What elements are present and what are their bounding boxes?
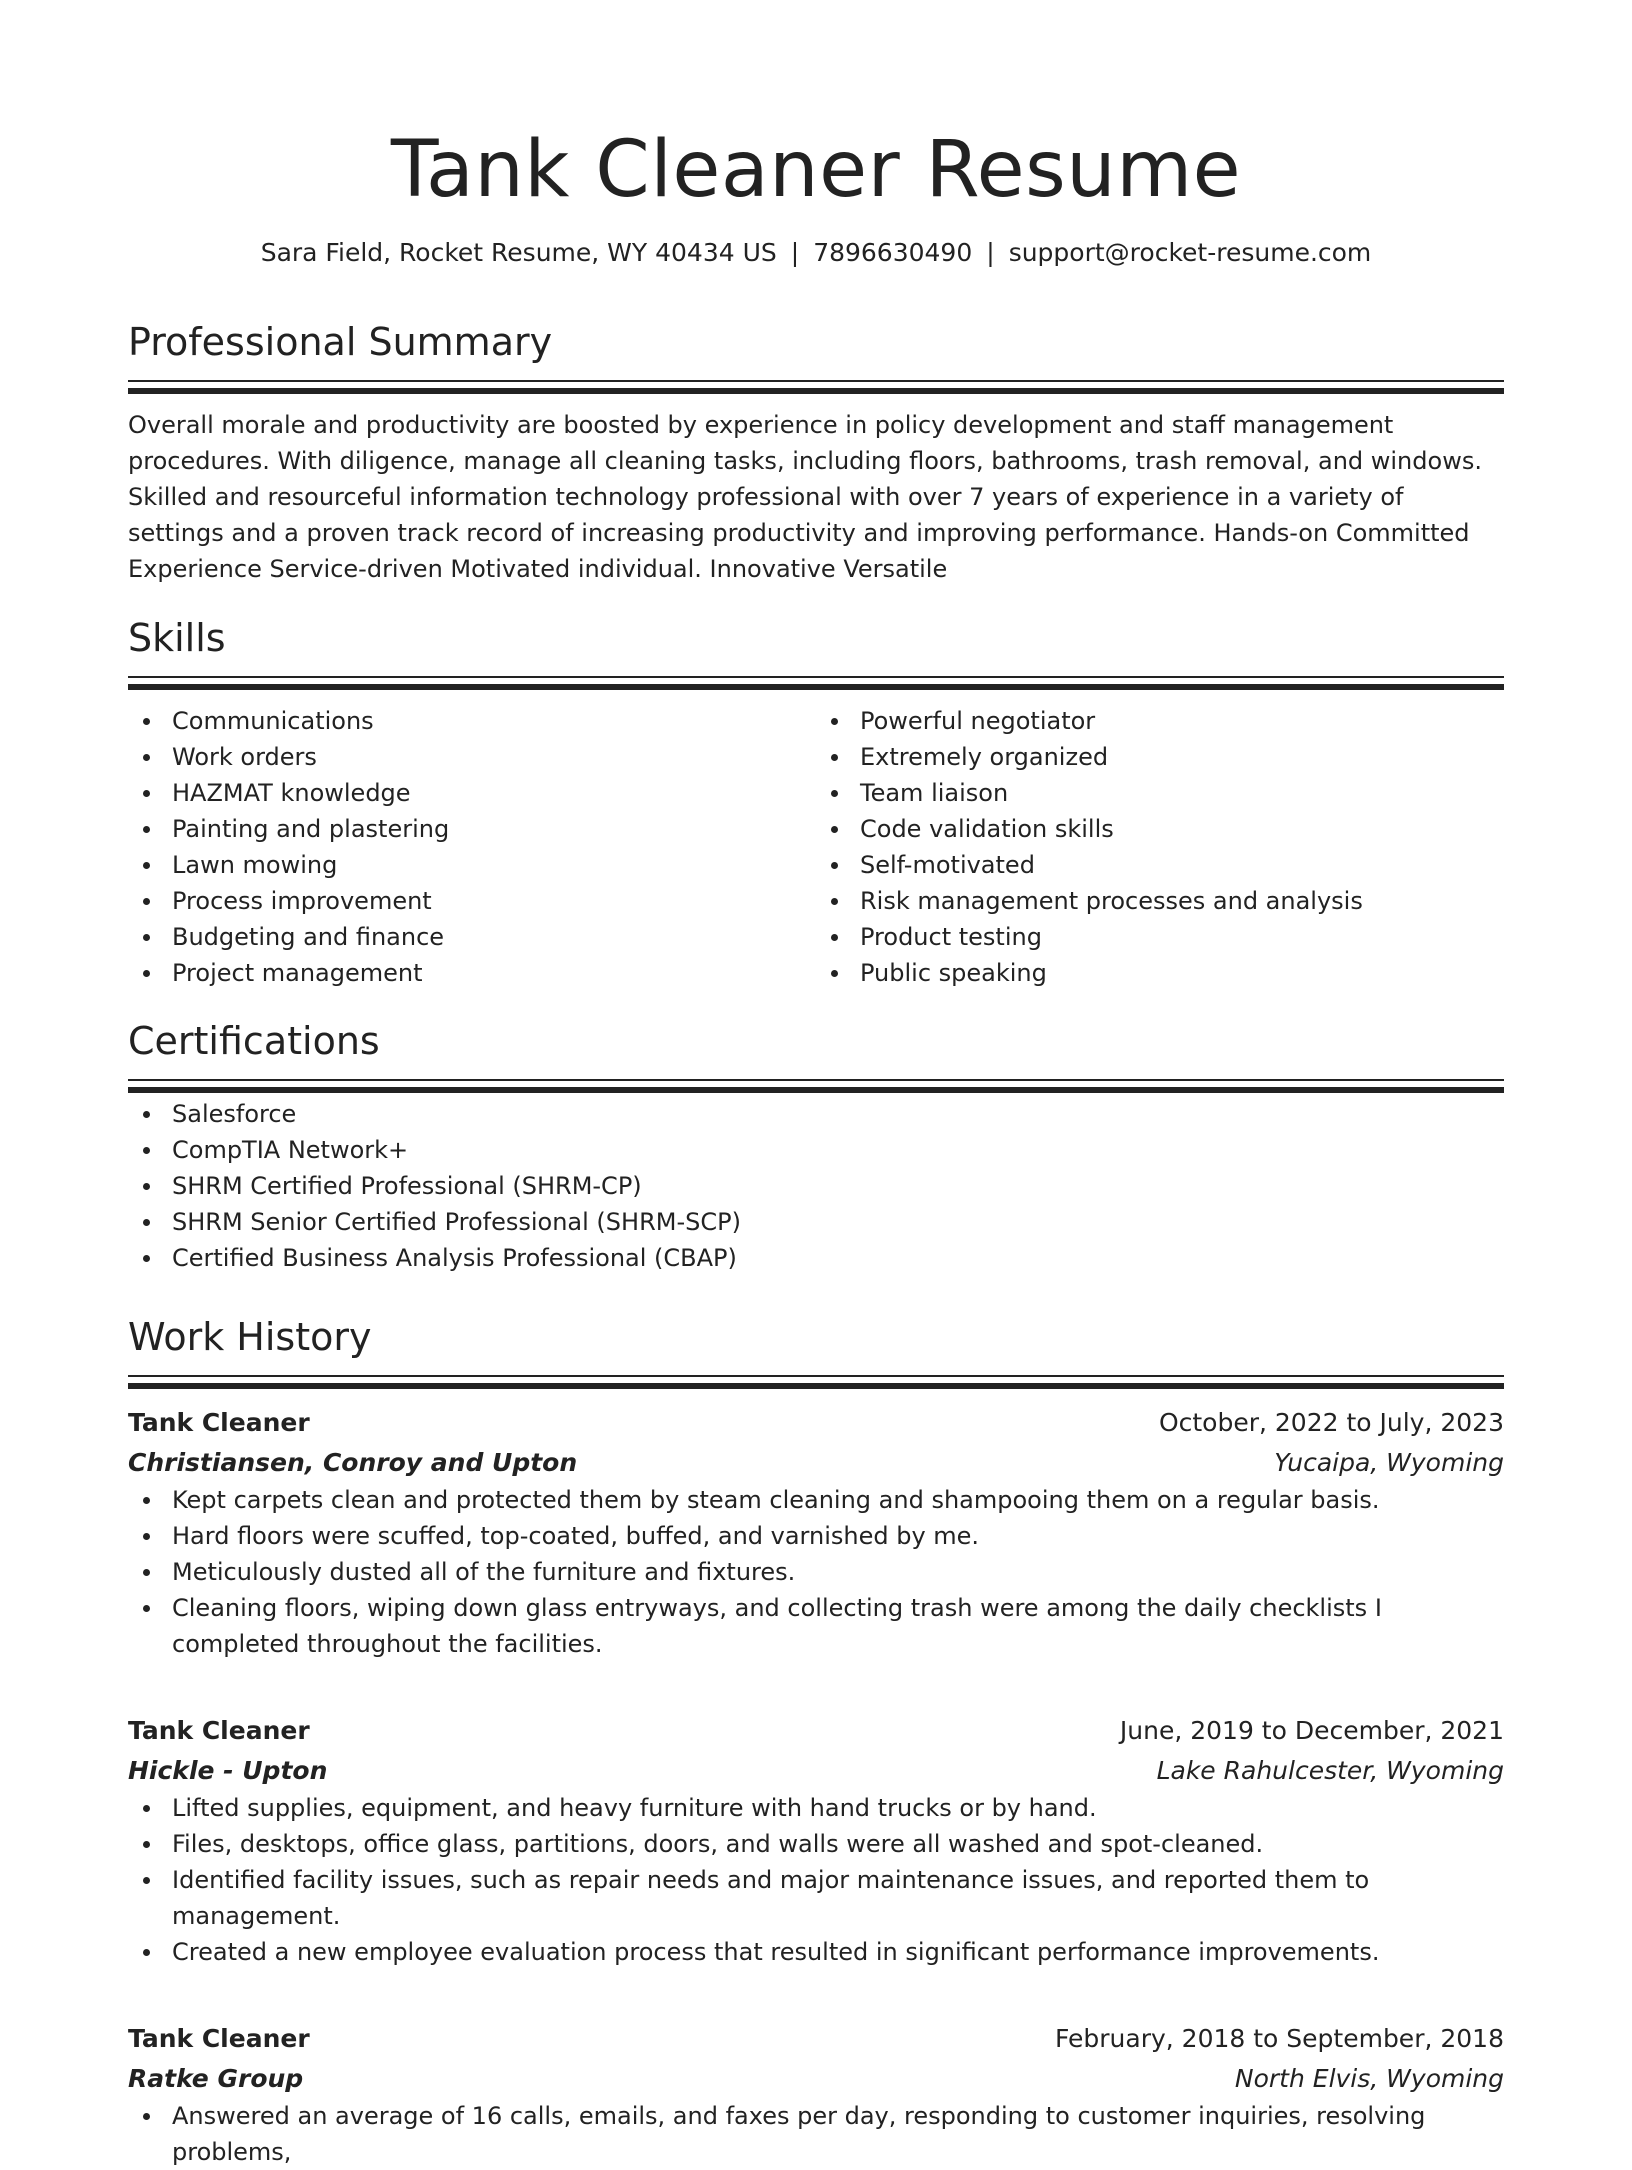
- job-subheader: [128, 2060, 1504, 2098]
- list-item: Team liaison: [816, 775, 1504, 811]
- section-heading: Work History: [128, 1315, 372, 1359]
- resume-content: [128, 0, 1504, 2166]
- job-title: Tank Cleaner: [128, 1716, 310, 1745]
- certifications-list: [128, 1096, 1504, 1276]
- certifications-section: [128, 1017, 1504, 1276]
- page-title: Tank Cleaner Resume: [390, 125, 1242, 215]
- job-location: North Elvis, Wyoming: [1234, 2064, 1504, 2093]
- job-company: Ratke Group: [128, 2064, 304, 2093]
- job-header: [128, 1712, 1504, 1750]
- list-item: Communications: [128, 703, 816, 739]
- list-item: Created a new employee evaluation process that resulted in significant performance improvements.: [128, 1934, 1504, 1970]
- job-company: Christiansen, Conroy and Upton: [128, 1448, 578, 1477]
- job-dates: June, 2019 to December, 2021: [1119, 1716, 1504, 1745]
- list-item: Painting and plastering: [128, 811, 816, 847]
- job-duties-list: [128, 2098, 1504, 2170]
- professional-summary-section: [128, 318, 1504, 587]
- section-heading: Skills: [128, 616, 226, 660]
- list-item: Lifted supplies, equipment, and heavy furniture with hand trucks or by hand.: [128, 1790, 1504, 1826]
- contact-address: Sara Field, Rocket Resume, WY 40434 US: [260, 238, 777, 267]
- list-item: Code validation skills: [816, 811, 1504, 847]
- skills-list-right: [816, 703, 1504, 991]
- section-divider: [128, 676, 1504, 693]
- job-dates: October, 2022 to July, 2023: [1158, 1408, 1504, 1437]
- list-item: SHRM Certified Professional (SHRM-CP): [128, 1168, 1504, 1204]
- list-item: Lawn mowing: [128, 847, 816, 883]
- list-item: Process improvement: [128, 883, 816, 919]
- list-item: CompTIA Network+: [128, 1132, 1504, 1168]
- job-company: Hickle - Upton: [128, 1756, 328, 1785]
- list-item: Salesforce: [128, 1096, 1504, 1132]
- list-item: Self-motivated: [816, 847, 1504, 883]
- contact-separator: |: [790, 238, 800, 267]
- job-subheader: [128, 1444, 1504, 1482]
- list-item: Risk management processes and analysis: [816, 883, 1504, 919]
- job-location: Yucaipa, Wyoming: [1274, 1448, 1504, 1477]
- job-duties-list: [128, 1790, 1504, 1970]
- job-title: Tank Cleaner: [128, 2024, 310, 2053]
- contact-phone: 7896630490: [813, 238, 973, 267]
- job-title: Tank Cleaner: [128, 1408, 310, 1437]
- job-entry: [128, 1712, 1504, 1970]
- job-duties-list: [128, 1482, 1504, 1662]
- list-item: Extremely organized: [816, 739, 1504, 775]
- list-item: Cleaning floors, wiping down glass entryways, and collecting trash were among the daily checklists I completed throughout the facilities.: [128, 1590, 1504, 1662]
- skills-list-left: [128, 703, 816, 991]
- job-subheader: [128, 1752, 1504, 1790]
- contact-separator: |: [986, 238, 995, 267]
- list-item: HAZMAT knowledge: [128, 775, 816, 811]
- section-heading: Professional Summary: [128, 320, 553, 364]
- list-item: Product testing: [816, 919, 1504, 955]
- job-entry: [128, 2020, 1504, 2170]
- job-header: [128, 2020, 1504, 2058]
- work-history-section: [128, 1313, 1504, 2170]
- section-divider: [128, 1079, 1504, 1096]
- list-item: Files, desktops, office glass, partitions, doors, and walls were all washed and spot-cleaned.: [128, 1826, 1504, 1862]
- job-header: [128, 1404, 1504, 1442]
- summary-text: Overall morale and productivity are boosted by experience in policy development and staff management procedures. With diligence, manage all cleaning tasks, including floors, bathrooms, trash removal, and windows. Skilled and resourceful information technology professional with over 7 years of experience in a variety of settings and a proven track record of increasing productivity and improving performance. Hands-on Committed Experience Service-driven Motivated individual. Innovative Versatile: [128, 411, 1482, 583]
- section-divider: [128, 1375, 1504, 1392]
- section-heading: Certifications: [128, 1019, 380, 1063]
- list-item: Public speaking: [816, 955, 1504, 991]
- list-item: Budgeting and finance: [128, 919, 816, 955]
- list-item: Meticulously dusted all of the furniture and fixtures.: [128, 1554, 1504, 1590]
- list-item: Hard floors were scuffed, top-coated, buffed, and varnished by me.: [128, 1518, 1504, 1554]
- list-item: Powerful negotiator: [816, 703, 1504, 739]
- skills-columns: [128, 703, 1504, 991]
- job-dates: February, 2018 to September, 2018: [1055, 2024, 1504, 2053]
- list-item: Certified Business Analysis Professional (CBAP): [128, 1240, 1504, 1276]
- list-item: Identified facility issues, such as repair needs and major maintenance issues, and reported them to management.: [128, 1862, 1504, 1934]
- skills-section: [128, 614, 1504, 991]
- contact-email[interactable]: support@rocket-resume.com: [1008, 238, 1372, 267]
- contact-line: [128, 236, 1504, 270]
- list-item: Answered an average of 16 calls, emails, and faxes per day, responding to customer inquiries, resolving problems,: [128, 2098, 1504, 2170]
- list-item: SHRM Senior Certified Professional (SHRM-SCP): [128, 1204, 1504, 1240]
- list-item: Kept carpets clean and protected them by steam cleaning and shampooing them on a regular basis.: [128, 1482, 1504, 1518]
- section-divider: [128, 380, 1504, 397]
- job-location: Lake Rahulcester, Wyoming: [1156, 1756, 1504, 1785]
- list-item: Work orders: [128, 739, 816, 775]
- job-entry: [128, 1404, 1504, 1662]
- list-item: Project management: [128, 955, 816, 991]
